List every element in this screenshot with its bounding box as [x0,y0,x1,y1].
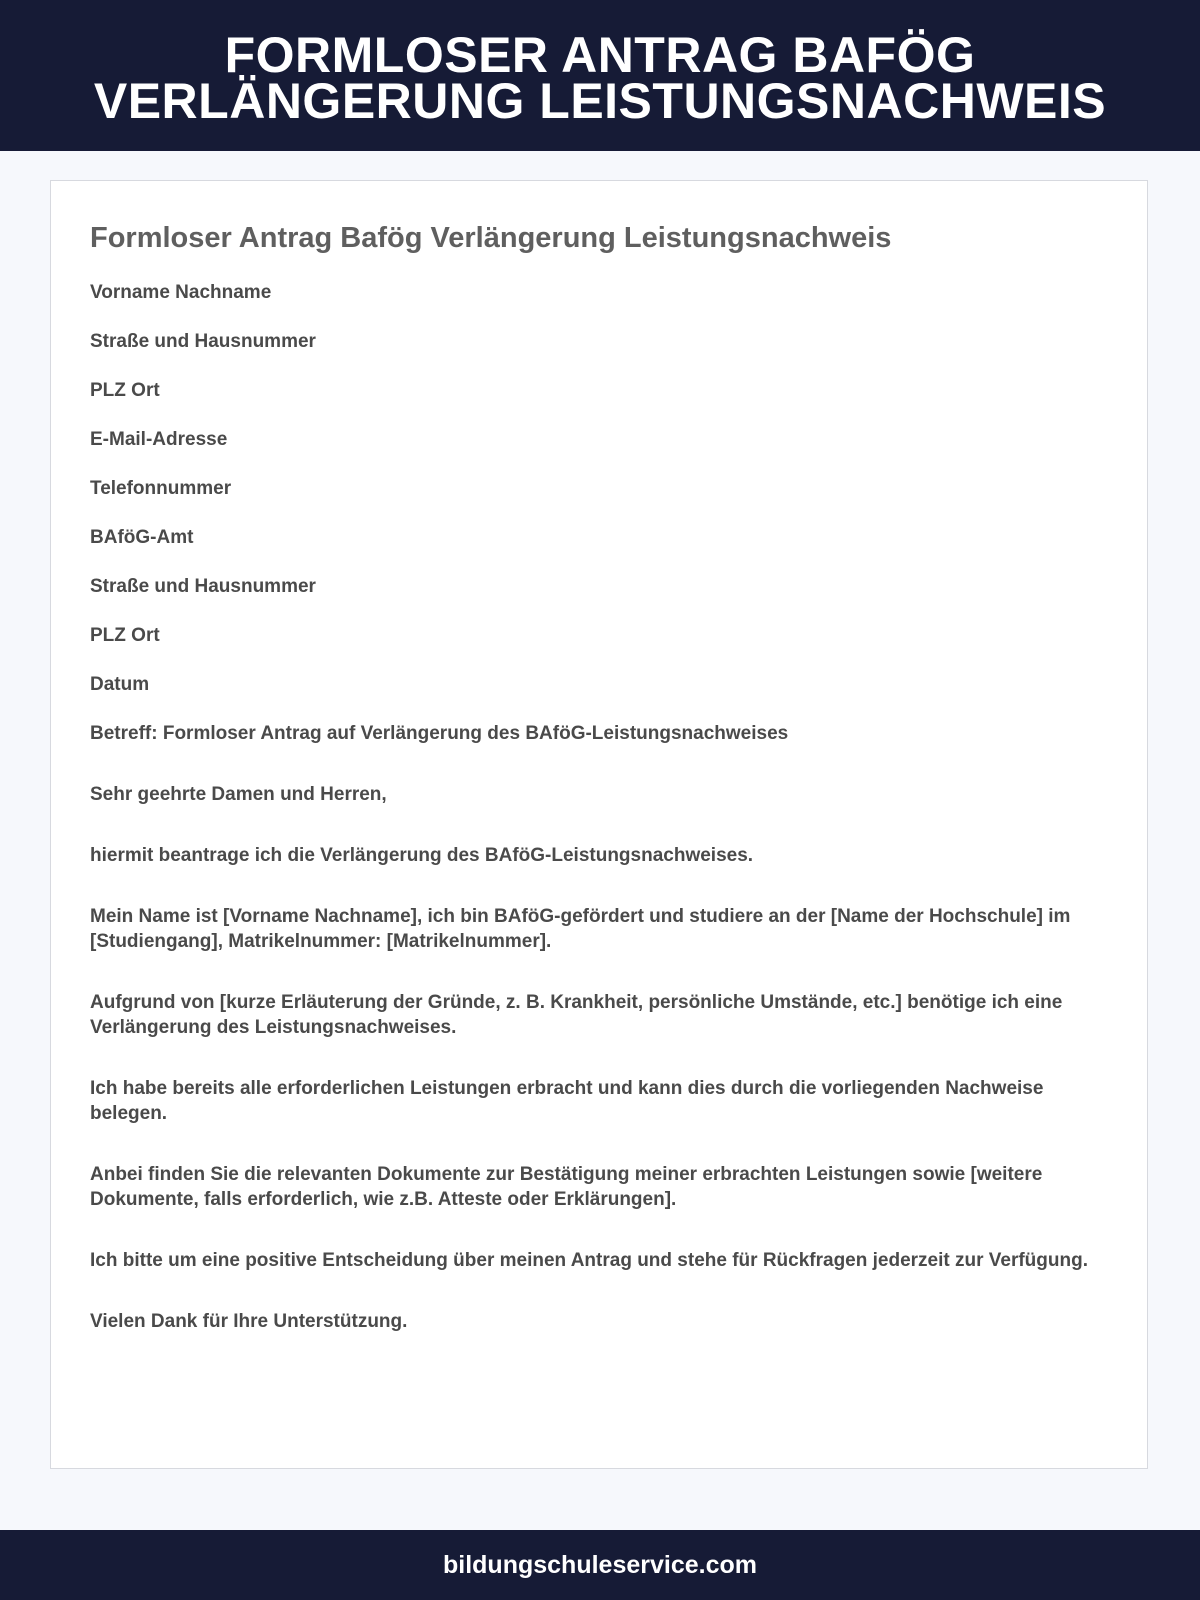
subject-line: Betreff: Formloser Antrag auf Verlängerung des BAföG-Leistungsnachweises [90,723,789,744]
sender-city: PLZ Ort [90,380,160,401]
sender-email: E-Mail-Adresse [90,429,228,450]
salutation: Sehr geehrte Damen und Herren, [90,784,387,805]
sender-phone: Telefonnummer [90,478,232,499]
sender-name: Vorname Nachname [90,282,272,303]
body-paragraph: Anbei finden Sie die relevanten Dokumente zur Bestätigung meiner erbrachten Leistungen sowie [weitere Dokumente, falls erforderlich, wie z.B. Atteste oder Erklärungen]. [90,1164,1043,1210]
footer-site-name: bildungschuleservice.com [443,1550,757,1579]
sender-street: Straße und Hausnummer [90,331,316,352]
closing-line: Vielen Dank für Ihre Unterstützung. [90,1311,408,1332]
body-paragraph: Ich bitte um eine positive Entscheidung über meinen Antrag und stehe für Rückfragen jederzeit zur Verfügung. [90,1250,1088,1271]
page-header [0,0,1200,151]
recipient-office: BAföG-Amt [90,527,194,548]
letter-title: Formloser Antrag Bafög Verlängerung Leistungsnachweis [90,222,892,254]
page-footer [0,1530,1200,1600]
body-paragraph: hiermit beantrage ich die Verlängerung des BAföG-Leistungsnachweises. [90,845,754,866]
letter-card [50,180,1148,1469]
address-block [90,281,1108,697]
recipient-city: PLZ Ort [90,625,160,646]
recipient-street: Straße und Hausnummer [90,576,316,597]
letter-body [90,721,1108,1334]
body-paragraph: Mein Name ist [Vorname Nachname], ich bin BAföG-gefördert und studiere an der [Name der Hochschule] im [Studiengang], Matrikelnummer: [Matrikelnummer]. [90,906,1071,952]
letter-date: Datum [90,674,150,695]
body-paragraph: Aufgrund von [kurze Erläuterung der Gründe, z. B. Krankheit, persönliche Umstände, etc.] benötige ich eine Verlängerung des Leistungsnachweises. [90,992,1063,1038]
body-paragraph: Ich habe bereits alle erforderlichen Leistungen erbracht und kann dies durch die vorliegenden Nachweise belegen. [90,1078,1044,1124]
page-title: FORMLOSER ANTRAG BAFÖG VERLÄNGERUNG LEISTUNGSNACHWEIS [93,26,1107,129]
